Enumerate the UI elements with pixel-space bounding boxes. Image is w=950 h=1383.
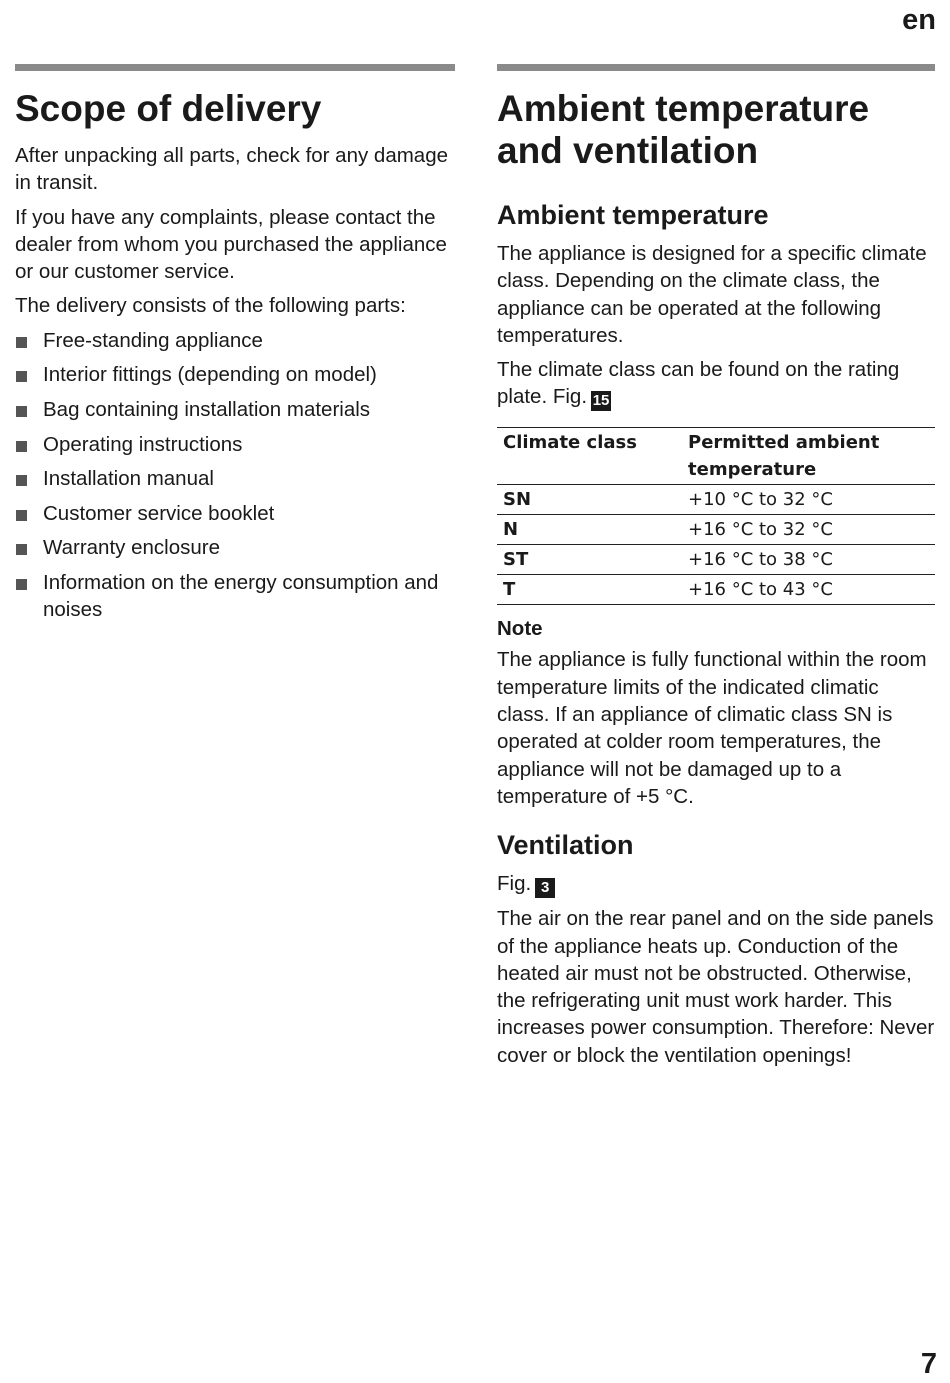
delivery-list [15,327,455,624]
table-cell: +16 °C to 43 °C [682,575,935,605]
paragraph: After unpacking all parts, check for any damage in transit. [15,144,449,195]
table-row [497,575,935,605]
table-cell: T [497,575,682,605]
list-item: Customer service booklet [15,500,455,527]
figure-reference-badge: 3 [535,878,555,898]
page-number: 7 [920,1348,937,1380]
section-title: Ambient temperature and ventilation [497,88,870,171]
table-header-row [497,428,935,485]
list-item: Information on the energy consumption and noises [15,569,455,624]
section-title: Scope of delivery [15,88,322,129]
bullet-square-icon [16,475,27,486]
table-cell: +16 °C to 38 °C [682,545,935,575]
ambient-temperature-section [497,64,935,1076]
paragraph: The appliance is designed for a specific climate class. Depending on the climate class, the appliance can be operated at the following temperatures. [497,242,927,347]
bullet-square-icon [16,371,27,382]
bullet-square-icon [16,510,27,521]
table-row [497,485,935,515]
table-row [497,545,935,575]
bullet-square-icon [16,441,27,452]
table-cell: ST [497,545,682,575]
paragraph: The delivery consists of the following parts: [15,294,406,318]
table-cell: SN [497,485,682,515]
subsection-title: Ventilation [497,830,634,861]
subsection-title: Ambient temperature [497,200,769,230]
section-rule [15,64,455,71]
paragraph: If you have any complaints, please contact the dealer from whom you purchased the appliance or our customer service. [15,205,447,284]
list-item: Free-standing appliance [15,327,455,354]
note-text: The appliance is fully functional within the room temperature limits of the indicated climatic class. If an appliance of climatic class SN is operated at colder room temperatures, the appliance will not be damaged up to a temperature of +5 °C. [497,648,927,808]
list-item: Operating instructions [15,431,455,458]
list-item: Bag containing installation materials [15,396,455,423]
section-rule [497,64,935,71]
column-header: Climate class [497,428,682,485]
column-header: Permitted ambient temperature [682,428,935,485]
paragraph: The air on the rear panel and on the side panels of the appliance heats up. Conduction of the heated air must not be obstructed. Otherwise, the refrigerating unit must work harder. This increases power consumption. Therefore: Never cover or block the ventilation openings! [497,907,935,1067]
bullet-square-icon [16,406,27,417]
note-title: Note [497,617,543,641]
table-row [497,515,935,545]
figure-reference: Fig. 3 [497,870,935,898]
language-tag: en [902,4,936,36]
scope-of-delivery-section [15,64,455,631]
paragraph: The climate class can be found on the rating plate. Fig. 15 [497,358,900,410]
table-cell: +10 °C to 32 °C [682,485,935,515]
list-item: Warranty enclosure [15,534,455,561]
table-cell: N [497,515,682,545]
list-item: Installation manual [15,465,455,492]
climate-class-table [497,427,935,605]
list-item: Interior fittings (depending on model) [15,361,455,388]
bullet-square-icon [16,544,27,555]
figure-reference-badge: 15 [592,392,610,410]
table-cell: +16 °C to 32 °C [682,515,935,545]
bullet-square-icon [16,579,27,590]
bullet-square-icon [16,337,27,348]
